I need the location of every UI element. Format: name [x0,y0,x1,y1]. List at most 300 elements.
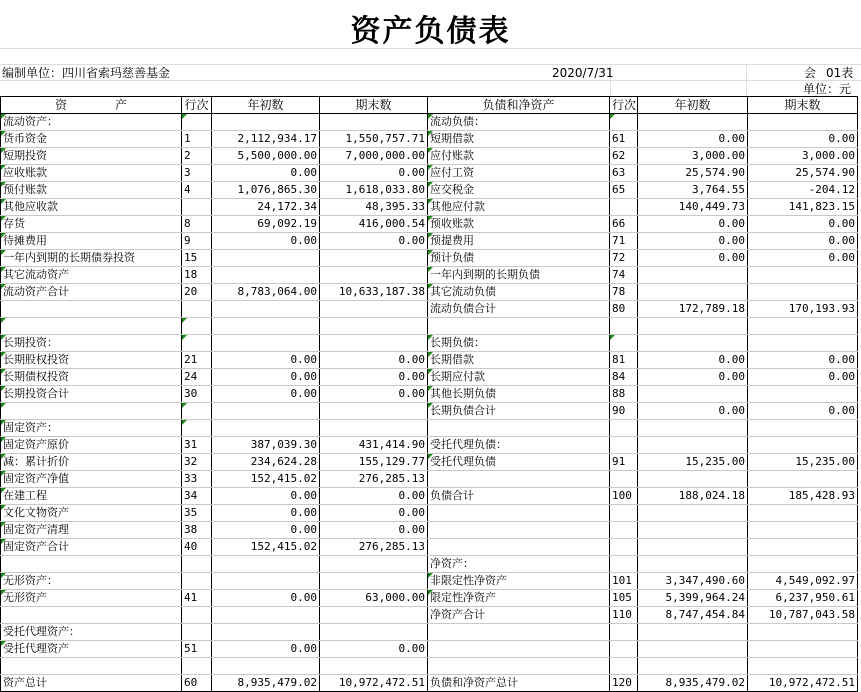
cell-marker-icon [1,284,6,289]
liability-item-label: 长期应付款 [428,369,610,386]
ending-balance [748,114,858,131]
line-number: 41 [182,590,212,607]
ending-balance [748,318,858,335]
table-row [1,148,858,165]
beginning-balance [638,386,748,403]
line-number [182,658,212,675]
liability-item-label [428,522,610,539]
beginning-balance [212,573,320,590]
beginning-balance: 15,235.00 [638,454,748,471]
form-label: 会 [804,66,817,80]
beginning-balance [638,437,748,454]
column-header: 行次 [610,97,638,114]
liability-item-label: 预计负债 [428,250,610,267]
table-row [1,131,858,148]
liability-item-label: 应交税金 [428,182,610,199]
table-row [1,539,858,556]
line-number: 3 [182,165,212,182]
line-number [610,437,638,454]
column-header: 年初数 [638,97,748,114]
line-number: 38 [182,522,212,539]
asset-item-label: 存货 [1,216,182,233]
beginning-balance [638,420,748,437]
asset-item-label: 长期投资合计 [1,386,182,403]
cell-marker-icon [1,352,6,357]
liability-item-label: 负债和净资产总计 [428,675,610,692]
ending-balance: 4,549,092.97 [748,573,858,590]
liability-item-label: 其他长期负债 [428,386,610,403]
beginning-balance [212,250,320,267]
beginning-balance: 5,500,000.00 [212,148,320,165]
ending-balance [748,539,858,556]
cell-marker-icon [1,318,6,323]
line-number: 1 [182,131,212,148]
ending-balance: 416,000.54 [320,216,428,233]
currency-unit: 单位：元 [803,82,852,96]
table-row [1,556,858,573]
cell-marker-icon [1,539,6,544]
table-row [1,335,858,352]
asset-item-label: 长期投资： [1,335,182,352]
ending-balance: 25,574.90 [748,165,858,182]
ending-balance: 0.00 [320,488,428,505]
ending-balance: 155,129.77 [320,454,428,471]
liability-item-label: 短期借款 [428,131,610,148]
beginning-balance [212,607,320,624]
table-row [1,454,858,471]
ending-balance [320,658,428,675]
cell-marker-icon [1,250,6,255]
beginning-balance: 0.00 [638,403,748,420]
table-row [1,420,858,437]
form-number: 01表 [826,66,854,80]
line-number: 100 [610,488,638,505]
line-number: 120 [610,675,638,692]
liability-item-label: 净资产合计 [428,607,610,624]
asset-item-label: 货币资金 [1,131,182,148]
asset-item-label [1,607,182,624]
ending-balance: 0.00 [320,641,428,658]
ending-balance: 0.00 [320,233,428,250]
line-number [610,318,638,335]
cell-marker-icon [1,369,6,374]
asset-item-label: 固定资产清理 [1,522,182,539]
asset-item-label: 无形资产 [1,590,182,607]
ending-balance: 0.00 [748,403,858,420]
liability-item-label: 负债合计 [428,488,610,505]
line-number [182,624,212,641]
ending-balance: 0.00 [320,505,428,522]
line-number [610,539,638,556]
cell-marker-icon [1,505,6,510]
liability-item-label: 长期借款 [428,352,610,369]
ending-balance: 170,193.93 [748,301,858,318]
cell-marker-icon [1,335,6,340]
ending-balance: 1,618,033.80 [320,182,428,199]
cell-marker-icon [428,216,433,221]
table-row [1,250,858,267]
table-row [1,522,858,539]
ending-balance: 0.00 [320,165,428,182]
asset-item-label: 一年内到期的长期债券投资 [1,250,182,267]
beginning-balance: 3,000.00 [638,148,748,165]
line-number [610,471,638,488]
ending-balance [320,607,428,624]
line-number [610,556,638,573]
line-number: 91 [610,454,638,471]
beginning-balance [212,403,320,420]
cell-marker-icon [428,573,433,578]
cell-marker-icon [1,573,6,578]
line-number: 84 [610,369,638,386]
ending-balance [748,641,858,658]
ending-balance: 3,000.00 [748,148,858,165]
table-row [1,641,858,658]
asset-item-label: 流动资产合计 [1,284,182,301]
line-number: 34 [182,488,212,505]
ending-balance [748,335,858,352]
asset-item-label [1,403,182,420]
table-row [1,624,858,641]
asset-item-label: 应收账款 [1,165,182,182]
asset-item-label: 减：累计折价 [1,454,182,471]
ending-balance [748,284,858,301]
cell-marker-icon [428,267,433,272]
beginning-balance [212,301,320,318]
ending-balance [320,556,428,573]
asset-item-label [1,301,182,318]
ending-balance: 0.00 [320,386,428,403]
beginning-balance [638,318,748,335]
liability-item-label: 受托代理负债 [428,454,610,471]
liability-item-label [428,471,610,488]
asset-item-label: 固定资产： [1,420,182,437]
ending-balance: 431,414.90 [320,437,428,454]
liability-item-label: 流动负债： [428,114,610,131]
ending-balance [748,267,858,284]
line-number: 33 [182,471,212,488]
cell-marker-icon [182,318,187,323]
beginning-balance: 69,092.19 [212,216,320,233]
beginning-balance: 5,399,964.24 [638,590,748,607]
beginning-balance [212,318,320,335]
line-number [610,199,638,216]
asset-item-label: 固定资产净值 [1,471,182,488]
asset-item-label: 待摊费用 [1,233,182,250]
beginning-balance: 0.00 [212,352,320,369]
ending-balance [320,420,428,437]
line-number [610,420,638,437]
asset-item-label [1,556,182,573]
table-row [1,369,858,386]
liability-item-label [428,505,610,522]
beginning-balance: 8,935,479.02 [638,675,748,692]
line-number [610,641,638,658]
cell-marker-icon [1,522,6,527]
cell-marker-icon [610,335,615,340]
line-number [610,624,638,641]
gridline [0,80,861,81]
line-number: 4 [182,182,212,199]
ending-balance: 1,550,757.71 [320,131,428,148]
table-row [1,233,858,250]
column-header: 期末数 [320,97,428,114]
beginning-balance: 3,347,490.60 [638,573,748,590]
line-number [182,607,212,624]
line-number [182,114,212,131]
beginning-balance: 172,789.18 [638,301,748,318]
cell-marker-icon [1,420,6,425]
asset-item-label: 短期投资 [1,148,182,165]
ending-balance: 15,235.00 [748,454,858,471]
line-number: 61 [610,131,638,148]
beginning-balance: 0.00 [212,488,320,505]
page-title: 资产负债表 [350,14,511,49]
column-header: 行次 [182,97,212,114]
line-number: 9 [182,233,212,250]
line-number: 32 [182,454,212,471]
liability-item-label: 应付账款 [428,148,610,165]
beginning-balance: 25,574.90 [638,165,748,182]
line-number: 105 [610,590,638,607]
beginning-balance [638,641,748,658]
asset-item-label: 受托代理资产 [1,641,182,658]
line-number [610,114,638,131]
beginning-balance: 3,764.55 [638,182,748,199]
line-number [182,403,212,420]
ending-balance: 0.00 [748,131,858,148]
ending-balance [320,573,428,590]
cell-marker-icon [428,284,433,289]
cell-marker-icon [428,250,433,255]
liability-item-label [428,658,610,675]
beginning-balance: 0.00 [638,352,748,369]
line-number: 15 [182,250,212,267]
ending-balance: 276,285.13 [320,539,428,556]
ending-balance: 10,633,187.38 [320,284,428,301]
asset-item-label: 流动资产： [1,114,182,131]
ending-balance: 0.00 [748,216,858,233]
table-row [1,488,858,505]
beginning-balance: 140,449.73 [638,199,748,216]
line-number: 88 [610,386,638,403]
cell-marker-icon [182,420,187,425]
liability-item-label [428,420,610,437]
line-number [182,573,212,590]
beginning-balance: 0.00 [212,590,320,607]
cell-marker-icon [428,182,433,187]
cell-marker-icon [610,114,615,119]
cell-marker-icon [182,403,187,408]
ending-balance [748,658,858,675]
ending-balance [320,403,428,420]
table-row [1,403,858,420]
ending-balance: 276,285.13 [320,471,428,488]
line-number: 35 [182,505,212,522]
liability-item-label: 流动负债合计 [428,301,610,318]
beginning-balance [638,539,748,556]
beginning-balance [212,420,320,437]
table-row [1,386,858,403]
beginning-balance: 8,935,479.02 [212,675,320,692]
line-number: 78 [610,284,638,301]
cell-marker-icon [1,199,6,204]
liability-item-label: 预收账款 [428,216,610,233]
gridline [0,64,861,65]
line-number: 20 [182,284,212,301]
ending-balance: 7,000,000.00 [320,148,428,165]
ending-balance [748,505,858,522]
table-row [1,182,858,199]
organization-label: 编制单位：四川省索玛慈善基金 [2,66,171,80]
line-number [182,335,212,352]
table-row [1,573,858,590]
ending-balance [320,318,428,335]
cell-marker-icon [428,131,433,136]
cell-marker-icon [1,641,6,646]
asset-item-label [1,318,182,335]
table-row [1,216,858,233]
ending-balance [320,267,428,284]
cell-marker-icon [428,454,433,459]
cell-marker-icon [1,267,6,272]
beginning-balance: 152,415.02 [212,539,320,556]
ending-balance: 0.00 [320,522,428,539]
line-number: 18 [182,267,212,284]
line-number: 40 [182,539,212,556]
beginning-balance [638,624,748,641]
beginning-balance [638,658,748,675]
table-row [1,505,858,522]
liability-item-label: 净资产： [428,556,610,573]
beginning-balance: 0.00 [638,216,748,233]
beginning-balance [212,624,320,641]
beginning-balance [212,267,320,284]
table-row [1,267,858,284]
asset-item-label: 文化文物资产 [1,505,182,522]
line-number: 65 [610,182,638,199]
cell-marker-icon [428,114,433,119]
table-row [1,607,858,624]
beginning-balance: 152,415.02 [212,471,320,488]
line-number [610,335,638,352]
cell-marker-icon [428,403,433,408]
beginning-balance [212,335,320,352]
line-number: 80 [610,301,638,318]
ending-balance: 0.00 [748,233,858,250]
beginning-balance [638,471,748,488]
ending-balance [748,471,858,488]
asset-item-label: 资产总计 [1,675,182,692]
line-number: 24 [182,369,212,386]
asset-item-label: 长期债权投资 [1,369,182,386]
liability-item-label: 长期负债： [428,335,610,352]
column-header: 负债和净资产 [428,97,610,114]
beginning-balance [638,284,748,301]
line-number: 63 [610,165,638,182]
table-row [1,437,858,454]
ending-balance [748,386,858,403]
ending-balance: 10,972,472.51 [320,675,428,692]
line-number [610,505,638,522]
line-number: 71 [610,233,638,250]
cell-marker-icon [428,335,433,340]
beginning-balance: 0.00 [212,165,320,182]
balance-sheet-table [0,96,858,692]
ending-balance: 63,000.00 [320,590,428,607]
beginning-balance: 387,039.30 [212,437,320,454]
beginning-balance: 0.00 [212,505,320,522]
beginning-balance [638,505,748,522]
line-number: 2 [182,148,212,165]
ending-balance: 48,395.33 [320,199,428,216]
liability-item-label [428,318,610,335]
ending-balance: 10,972,472.51 [748,675,858,692]
asset-item-label: 预付账款 [1,182,182,199]
table-row [1,590,858,607]
ending-balance: 0.00 [748,250,858,267]
cell-marker-icon [1,182,6,187]
beginning-balance [212,658,320,675]
beginning-balance [638,114,748,131]
line-number: 60 [182,675,212,692]
ending-balance: 0.00 [320,369,428,386]
table-row [1,165,858,182]
table-row [1,471,858,488]
cell-marker-icon [1,437,6,442]
beginning-balance: 8,783,064.00 [212,284,320,301]
beginning-balance: 0.00 [212,369,320,386]
ending-balance: 0.00 [748,369,858,386]
report-date: 2020/7/31 [552,66,614,80]
cell-marker-icon [428,352,433,357]
liability-item-label: 其它流动负债 [428,284,610,301]
cell-marker-icon [428,386,433,391]
cell-marker-icon [428,233,433,238]
cell-marker-icon [1,471,6,476]
beginning-balance [638,556,748,573]
asset-item-label [1,658,182,675]
beginning-balance: 0.00 [212,233,320,250]
beginning-balance: 24,172.34 [212,199,320,216]
cell-marker-icon [182,335,187,340]
table-row [1,318,858,335]
asset-item-label: 在建工程 [1,488,182,505]
line-number [182,318,212,335]
line-number: 62 [610,148,638,165]
ending-balance [748,624,858,641]
line-number: 66 [610,216,638,233]
beginning-balance [638,335,748,352]
cell-marker-icon [1,386,6,391]
beginning-balance [212,556,320,573]
cell-marker-icon [1,148,6,153]
ending-balance [320,250,428,267]
line-number [182,199,212,216]
table-row [1,352,858,369]
line-number [610,522,638,539]
ending-balance [748,437,858,454]
column-header: 资 产 [1,97,182,114]
beginning-balance: 8,747,454.84 [638,607,748,624]
liability-item-label: 受托代理负债： [428,437,610,454]
asset-item-label: 其它流动资产 [1,267,182,284]
ending-balance [320,301,428,318]
liability-item-label: 应付工资 [428,165,610,182]
line-number [182,556,212,573]
cell-marker-icon [428,369,433,374]
table-row [1,199,858,216]
